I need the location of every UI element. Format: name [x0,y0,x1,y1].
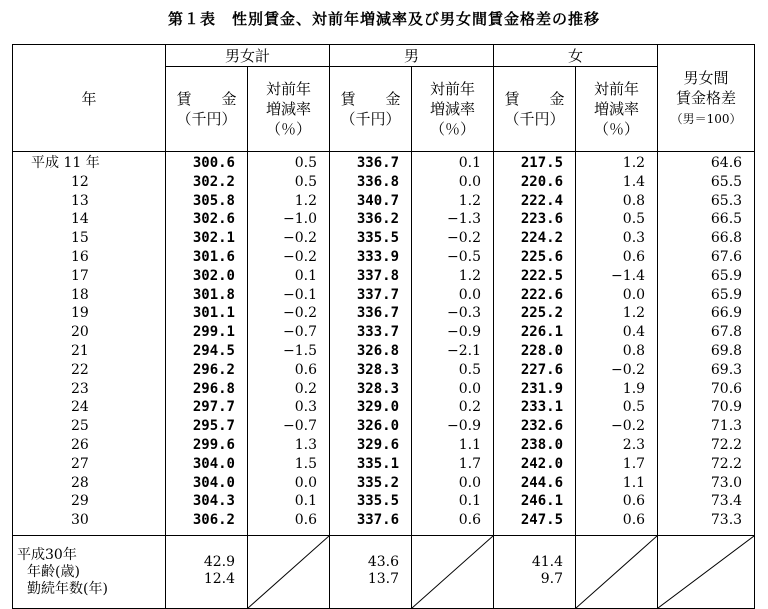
year-label: 22 [71,361,89,378]
male-footer-values: 43.6 13.7 [330,536,412,609]
table-cell: 294.5 [192,342,235,359]
female-diagonal [576,536,658,609]
table-cell: −0.2 [611,418,646,435]
table-cell: 0.3 [294,399,318,416]
table-cell: 65.5 [710,173,743,190]
table-cell: −0.2 [611,361,646,378]
table-cell: 69.3 [710,361,743,378]
year-label: 27 [71,455,89,472]
table-cell: 0.5 [622,399,646,416]
table-cell: 337.7 [356,286,400,303]
table-cell: −0.7 [283,418,318,435]
table-cell: 302.0 [192,267,235,284]
table-cell: 0.1 [458,493,482,510]
table-cell: 333.7 [356,324,400,341]
table-cell: 0.5 [294,173,318,190]
wage-table [12,44,755,609]
table-cell: −1.5 [283,342,318,359]
year-label: 23 [71,380,89,397]
table-cell: 0.1 [294,267,318,284]
table-cell: 326.0 [356,418,400,435]
female-wage-column [494,152,576,536]
table-cell: 70.6 [710,380,743,397]
table-cell: −2.1 [447,342,482,359]
female-header: 女 [494,45,658,67]
male-diagonal [412,536,494,609]
year-label: 30 [71,512,89,529]
table-cell: 328.3 [356,361,400,378]
total-change-column [248,152,330,536]
gap-column [658,152,755,536]
table-cell: 0.6 [294,361,318,378]
table-cell: 1.7 [622,455,646,472]
table-cell: −0.2 [283,248,318,265]
table-cell: 72.2 [710,436,743,453]
table-cell: 326.8 [356,342,400,359]
table-cell: 297.7 [192,399,235,416]
table-cell: 222.4 [520,192,564,209]
table-cell: 329.6 [356,436,400,453]
table-cell: 0.0 [294,474,318,491]
total-wage-header: 賃 金 （千円） [166,67,248,152]
year-label: 29 [71,493,89,510]
table-cell: 1.2 [458,267,482,284]
table-cell: 69.8 [710,342,743,359]
female-change-column [576,152,658,536]
total-header: 男女計 [166,45,330,67]
female-footer-values: 41.4 9.7 [494,536,576,609]
table-cell: 336.8 [356,173,400,190]
table-cell: 0.0 [458,286,482,303]
table-cell: 1.2 [294,192,318,209]
table-cell: 227.6 [520,361,564,378]
table-cell: 246.1 [520,493,564,510]
table-cell: 0.2 [294,380,318,397]
male-wage-column [330,152,412,536]
table-cell: 1.2 [622,305,646,322]
year-column [13,152,166,536]
table-cell: 336.7 [356,155,400,171]
table-cell: 0.0 [458,380,482,397]
table-cell: 302.2 [192,173,235,190]
table-cell: −0.1 [283,286,318,303]
table-cell: 1.7 [458,455,482,472]
table-cell: 217.5 [520,155,564,171]
table-cell: 0.8 [622,342,646,359]
year-label: 16 [71,248,89,265]
table-cell: 0.8 [622,192,646,209]
table-cell: 232.6 [520,418,564,435]
table-cell: 340.7 [356,192,400,209]
table-cell: 305.8 [192,192,235,209]
table-cell: 73.4 [710,493,743,510]
year-label: 平成 11 年 [31,155,100,171]
table-cell: 226.1 [520,324,564,341]
table-cell: 0.6 [458,512,482,529]
table-cell: 0.0 [458,173,482,190]
table-cell: 296.8 [192,380,235,397]
table-cell: −0.5 [447,248,482,265]
table-cell: −0.9 [447,324,482,341]
table-cell: 64.6 [710,155,743,171]
table-cell: 0.0 [622,286,646,303]
female-wage-header: 賃 金 （千円） [494,67,576,152]
table-cell: 306.2 [192,512,235,529]
table-cell: 0.5 [458,361,482,378]
table-cell: 1.3 [294,436,318,453]
table-cell: 301.1 [192,305,235,322]
year-header: 年 [13,45,166,152]
table-cell: 222.5 [520,267,564,284]
table-cell: 1.5 [294,455,318,472]
table-cell: 335.5 [356,493,400,510]
table-cell: 335.5 [356,230,400,247]
table-cell: 73.0 [710,474,743,491]
table-cell: 336.7 [356,305,400,322]
table-cell: 1.4 [622,173,646,190]
table-cell: 0.1 [458,155,482,171]
gap-diagonal [658,536,755,609]
table-cell: 231.9 [520,380,564,397]
gap-header: 男女間 賃金格差 （男＝100） [658,45,755,152]
table-cell: 72.2 [710,455,743,472]
table-cell: −0.3 [447,305,482,322]
year-label: 26 [71,436,89,453]
total-diagonal [248,536,330,609]
table-cell: 247.5 [520,512,564,529]
table-cell: 224.2 [520,230,564,247]
table-cell: 66.8 [710,230,743,247]
year-label: 17 [71,267,89,284]
table-cell: 0.5 [622,211,646,228]
table-cell: 304.0 [192,455,235,472]
table-cell: 73.3 [710,512,743,529]
table-cell: −0.7 [283,324,318,341]
table-cell: 0.6 [622,248,646,265]
year-label: 21 [71,342,89,359]
table-cell: 0.2 [458,399,482,416]
year-label: 25 [71,418,89,435]
table-cell: 1.2 [458,192,482,209]
table-cell: 233.1 [520,399,564,416]
table-cell: 228.0 [520,342,564,359]
table-cell: 65.9 [710,286,743,303]
table-cell: 337.6 [356,512,400,529]
table-cell: 71.3 [710,418,743,435]
table-cell: −1.0 [283,211,318,228]
year-label: 12 [71,173,89,190]
table-cell: 296.2 [192,361,235,378]
table-cell: −0.9 [447,418,482,435]
table-cell: 335.1 [356,455,400,472]
table-cell: −0.2 [447,230,482,247]
year-label: 24 [71,399,89,416]
table-cell: 244.6 [520,474,564,491]
table-cell: 302.6 [192,211,235,228]
table-cell: 1.1 [458,436,482,453]
table-cell: 225.6 [520,248,564,265]
table-cell: 328.3 [356,380,400,397]
table-cell: 299.1 [192,324,235,341]
table-cell: 302.1 [192,230,235,247]
table-cell: 301.6 [192,248,235,265]
male-wage-header: 賃 金 （千円） [330,67,412,152]
table-cell: 295.7 [192,418,235,435]
total-wage-column [166,152,248,536]
table-cell: 0.4 [622,324,646,341]
table-cell: 304.3 [192,493,235,510]
year-label: 13 [71,192,89,209]
table-cell: 1.2 [622,155,646,171]
table-cell: 0.0 [458,474,482,491]
year-label: 14 [71,211,89,228]
table-cell: 0.5 [294,155,318,171]
table-cell: 299.6 [192,436,235,453]
year-label: 20 [71,324,89,341]
male-change-header: 対前年 増減率 （％） [412,67,494,152]
table-cell: 65.9 [710,267,743,284]
table-cell: 67.8 [710,324,743,341]
table-cell: 225.2 [520,305,564,322]
table-cell: 222.6 [520,286,564,303]
table-cell: 65.3 [710,192,743,209]
table-cell: 300.6 [192,155,235,171]
table-cell: 337.8 [356,267,400,284]
table-cell: 2.3 [622,436,646,453]
table-cell: 301.8 [192,286,235,303]
table-cell: 223.6 [520,211,564,228]
table-cell: 238.0 [520,436,564,453]
table-title: 第１表 性別賃金、対前年増減率及び男女間賃金格差の推移 [167,10,600,28]
table-cell: 66.5 [710,211,743,228]
table-cell: 333.9 [356,248,400,265]
table-cell: 70.9 [710,399,743,416]
table-cell: −1.3 [447,211,482,228]
male-change-column [412,152,494,536]
table-cell: 242.0 [520,455,564,472]
year-label: 18 [71,286,89,303]
table-cell: 329.0 [356,399,400,416]
footer-labels: 平成30年 年齢(歳) 勤続年数(年) [13,536,166,609]
table-cell: 0.3 [622,230,646,247]
year-label: 19 [71,305,89,322]
table-cell: 0.6 [622,512,646,529]
table-cell: 0.6 [622,493,646,510]
table-cell: 66.9 [710,305,743,322]
male-header: 男 [330,45,494,67]
table-cell: 335.2 [356,474,400,491]
table-cell: 304.0 [192,474,235,491]
total-change-header: 対前年 増減率 （％） [248,67,330,152]
table-cell: 67.6 [710,248,743,265]
year-label: 15 [71,230,89,247]
table-cell: 220.6 [520,173,564,190]
year-label: 28 [71,474,89,491]
table-cell: −0.2 [283,230,318,247]
table-cell: 1.1 [622,474,646,491]
female-change-header: 対前年 増減率 （％） [576,67,658,152]
table-cell: 336.2 [356,211,400,228]
total-footer-values: 42.9 12.4 [166,536,248,609]
table-cell: −1.4 [611,267,646,284]
table-cell: 0.6 [294,512,318,529]
table-cell: 0.1 [294,493,318,510]
table-cell: −0.2 [283,305,318,322]
table-cell: 1.9 [622,380,646,397]
